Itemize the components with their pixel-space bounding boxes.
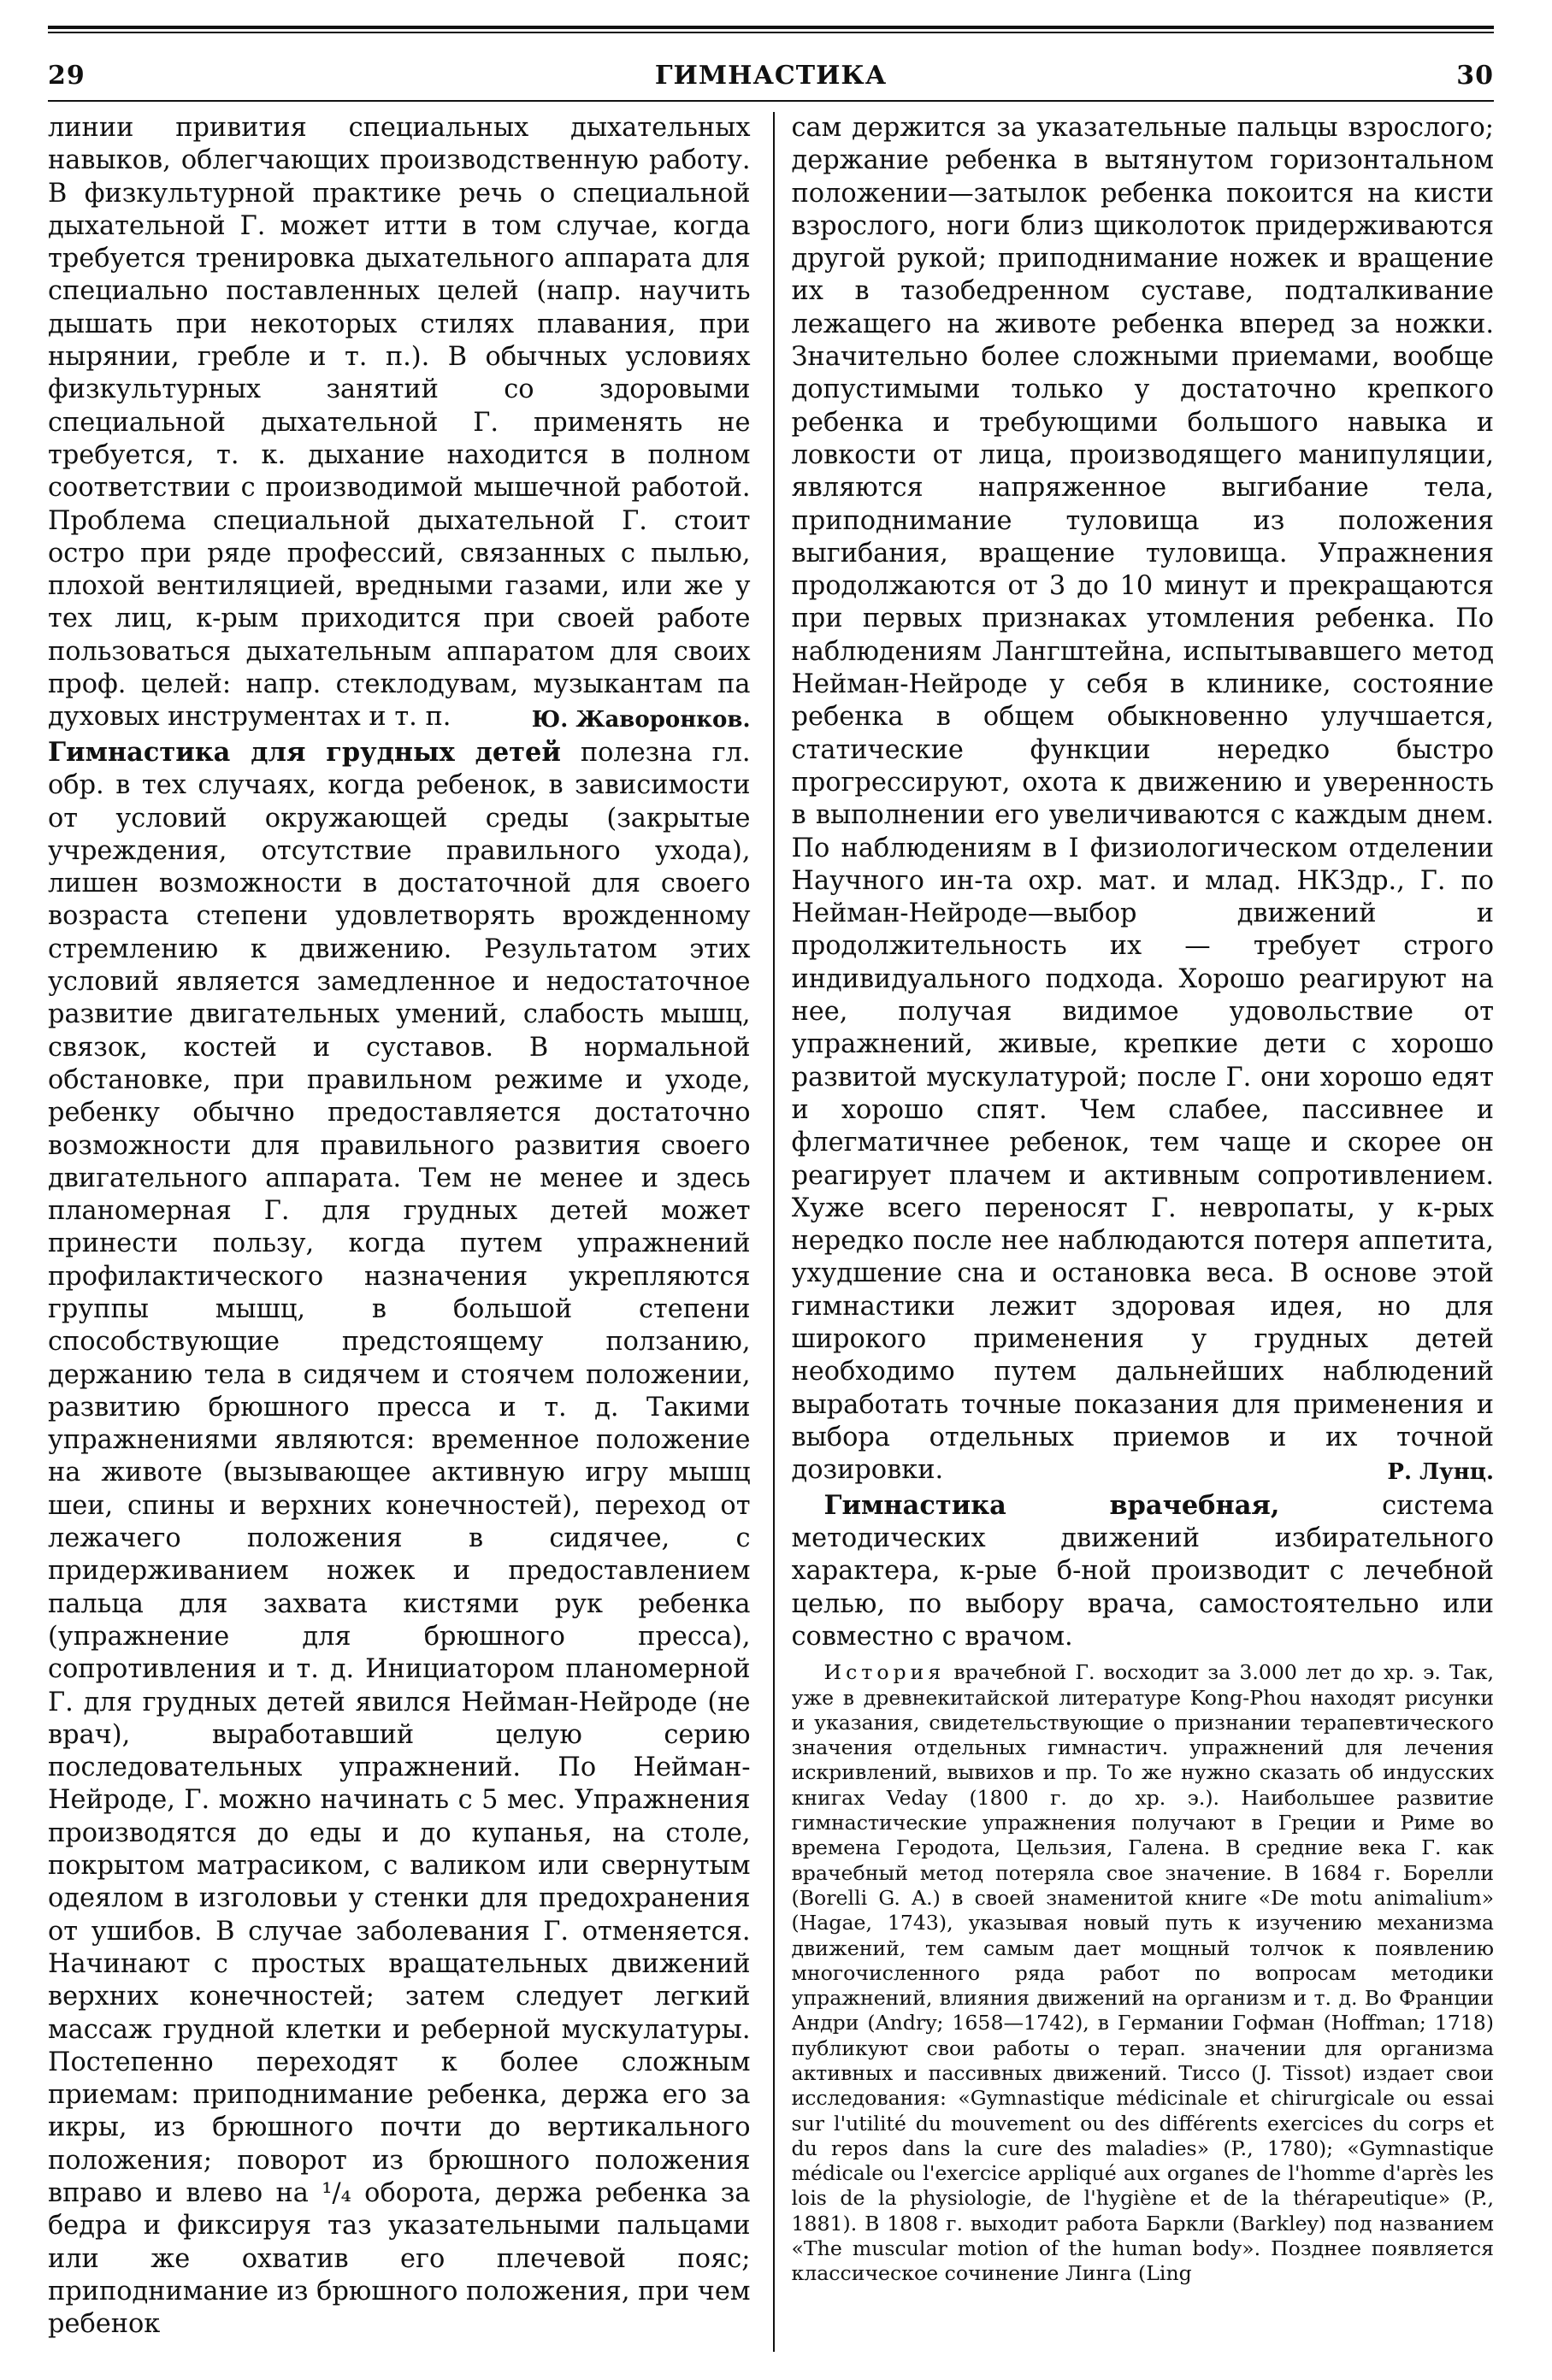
right-paragraph-3-text: врачебной Г. восходит за 3.000 лет до хр. э. Так, уже в древнекитайской литературе Kong-Phou находят рисунки и указания, свидетельствующие о признании терапевтического значения отдельных гимнастич. упражнений для лечения искривлений, вывихов и пр. То же нужно сказать об индусских книгах Veday (1800 г. до хр. э.). Наибольшее развитие гимнастические упражнения получают в Греции и Риме во времена Геродота, Цельзия, Галена. В средние века Г. как врачебный метод потеряла свое значение. В 1684 г. Борелли (Borelli G. A.) в своей знаменитой книге «De motu animalium» (Hagae, 1743), указывая новый путь к изучению механизма движений, тем самым дает мощный толчок к появлению многочисленного ряда работ по вопросам методики упражнений, влияния движений на организм и т. д. Во Франции Андри (Andry; 1658—1742), в Германии Гофман (Hoffman; 1718) публикуют свои работы о терап. значении для организма активных и пассивных движений. Тиссо (J. Tissot) издает свои исследования: «Gymnastique médicinale et chirurgicale ou essai sur l'utilité du mouvement ou des différents exercices du corps et du repos dans la cure des maladies» (P., 1780); «Gymnastique médicale ou l'exercice appliqué aux organes de l'homme d'après les lois de la physiologie, de l'hygiène et de la thérapeutique» (P., 1881). В 1808 г. выходит работа Баркли (Barkley) под названием «The muscular motion of the human body». Позднее появляется классическое сочинение Линга (Ling <box>791 1660 1495 2286</box>
right-paragraph-2-text: система методических движений избирательного характера, к-рые б-ной производит с лечебной целью, по выбору врача, самостоятельно или совместно с врачом. <box>791 1490 1495 1652</box>
left-paragraph-1: линии привития специальных дыхательных навыков, облегчающих производственную работу. В физкультурной практике речь о специальной дыхательной Г. может итти в том случае, когда требуется тренировка дыхательного аппарата для специально поставленных целей (напр. научить дышать при некоторых стилях плавания, при нырянии, гребле и т. п.). В обычных условиях физкультурных занятий со здоровыми специальной дыхательной Г. применять не требуется, т. к. дыхание находится в полном соответствии с производимой мышечной работой. Проблема специальной дыхательной Г. стоит остро при ряде профессий, связанных с пылью, плохой вентиляцией, вредными газами, или же у тех лиц, к-рым приходится при своей работе пользоваться дыхательным аппаратом для своих проф. целей: напр. стеклодувам, музыкантам па духовых инструментах и т. п. <box>48 113 751 733</box>
right-page-number: 30 <box>1456 61 1494 91</box>
left-paragraph-2 <box>48 736 751 2342</box>
column-separator <box>773 112 775 2352</box>
header-rule <box>48 100 1494 102</box>
right-paragraph-2 <box>792 1489 1495 1653</box>
two-column-body <box>48 112 1494 2352</box>
right-paragraph-3 <box>792 1660 1495 2286</box>
right-column <box>792 112 1495 2352</box>
running-title: ГИМНАСТИКА <box>654 61 888 91</box>
top-rule <box>48 26 1494 29</box>
left-paragraph-2-text: полезна гл. обр. в тех случаях, когда ребенок, в зависимости от условий окружающей среды (закрытые учреждения, отсутствие правильного ухода), лишен возможности в достаточной для своего возраста степени удовлетворять врожденному стремлению к движению. Результатом этих условий является замедленное и недостаточное развитие двигательных умений, слабость мышц, связок, костей и суставов. В нормальной обстановке, при правильном режиме и уходе, ребенку обычно предоставляется достаточно возможности для правильного развития своего двигательного аппарата. Тем не менее и здесь планомерная Г. для грудных детей может принести пользу, когда путем упражнений профилактического назначения укрепляются группы мышц, в большой степени способствующие предстоящему ползанию, держанию тела в сидячем и стоячем положении, развитию брюшного пресса и т. д. Такими упражнениями являются: временное положение на животе (вызывающее активную игру мышц шеи, спины и верхних конечностей), переход от лежачего положения в сидячее, с придерживанием ножек и предоставлением пальца для захвата кистями рук ребенка (упражнение для брюшного пресса), сопротивления и т. д. Инициатором планомерной Г. для грудных детей явился Нейман-Нейроде (не врач), выработавший целую серию последовательных упражнений. По Нейман-Нейроде, Г. можно начинать с 5 мес. Упражнения производятся до еды и до купанья, на столе, покрытом матрасиком, с валиком или свернутым одеялом в изголовьи у стенки для предохранения от ушибов. В случае заболевания Г. отменяется. Начинают с простых вращательных движений верхних конечностей; затем следует легкий массаж грудной клетки и реберной мускулатуры. Постепенно переходят к более сложным приемам: приподнимание ребенка, держа его за икры, из брюшного почти до вертикального положения; поворот из брюшного положения вправо и влево на ¹/₄ оборота, держа ребенка за бедра и фиксируя таз указательными пальцами или же охватив его плечевой пояс; приподнимание из брюшного положения, при чем ребенок <box>48 737 751 2340</box>
left-signature-1: Ю. Жаворонков. <box>531 706 751 733</box>
left-column <box>48 112 751 2352</box>
right-paragraph-1: сам держится за указательные пальцы взрослого; держание ребенка в вытянутом горизонтальном положении—затылок ребенка покоится на кисти взрослого, ноги близ щиколоток придерживаются другой рукой; приподнимание ножек и вращение их в тазобедренном суставе, подталкивание лежащего на животе ребенка вперед за ножки. Значительно более сложными приемами, вообще допустимыми только у достаточно крепкого ребенка и требующими большого навыка и ловкости от лица, производящего манипуляции, являются напряженное выгибание тела, приподнимание туловища из положения выгибания, вращение туловища. Упражнения продолжаются от 3 до 10 минут и прекращаются при первых признаках утомления ребенка. По наблюдениям Лангштейна, испытывавшего метод Нейман-Нейроде у себя в клинике, состояние ребенка в общем обыкновенно улучшается, статические функции нередко быстро прогрессируют, охота к движению и уверенность в выполнении его увеличиваются с каждым днем. По наблюдениям в I физиологическом отделении Научного ин-та охр. мат. и млад. НКЗдр., Г. по Нейман-Нейроде—выбор движений и продолжительность их — требует строго индивидуального подхода. Хорошо реагируют на нее, получая видимое удовольствие от упражнений, живые, крепкие дети с хорошо развитой мускулатурой; после Г. они хорошо едят и хорошо спят. Чем слабее, пассивнее и флегматичнее ребенок, тем чаще и скорее он реагирует плачем и активным сопротивлением. Хуже всего переносят Г. невропаты, у к-рых нередко после нее наблюдаются потеря аппетита, ухудшение сна и остановка веса. В основе этой гимнастики лежит здоровая идея, но для широкого применения у грудных детей необходимо путем дальнейших наблюдений выработать точные показания для применения и выбора отдельных приемов и их точной дозировки. <box>791 113 1495 1486</box>
left-page-number: 29 <box>48 61 86 91</box>
right-article-heading: Гимнастика врачебная, <box>823 1489 1280 1521</box>
right-signature-1: Р. Лунц. <box>1387 1459 1495 1486</box>
history-heading: История <box>823 1660 946 1685</box>
left-article-heading: Гимнастика для грудных детей <box>48 736 561 768</box>
running-header <box>48 33 1494 97</box>
